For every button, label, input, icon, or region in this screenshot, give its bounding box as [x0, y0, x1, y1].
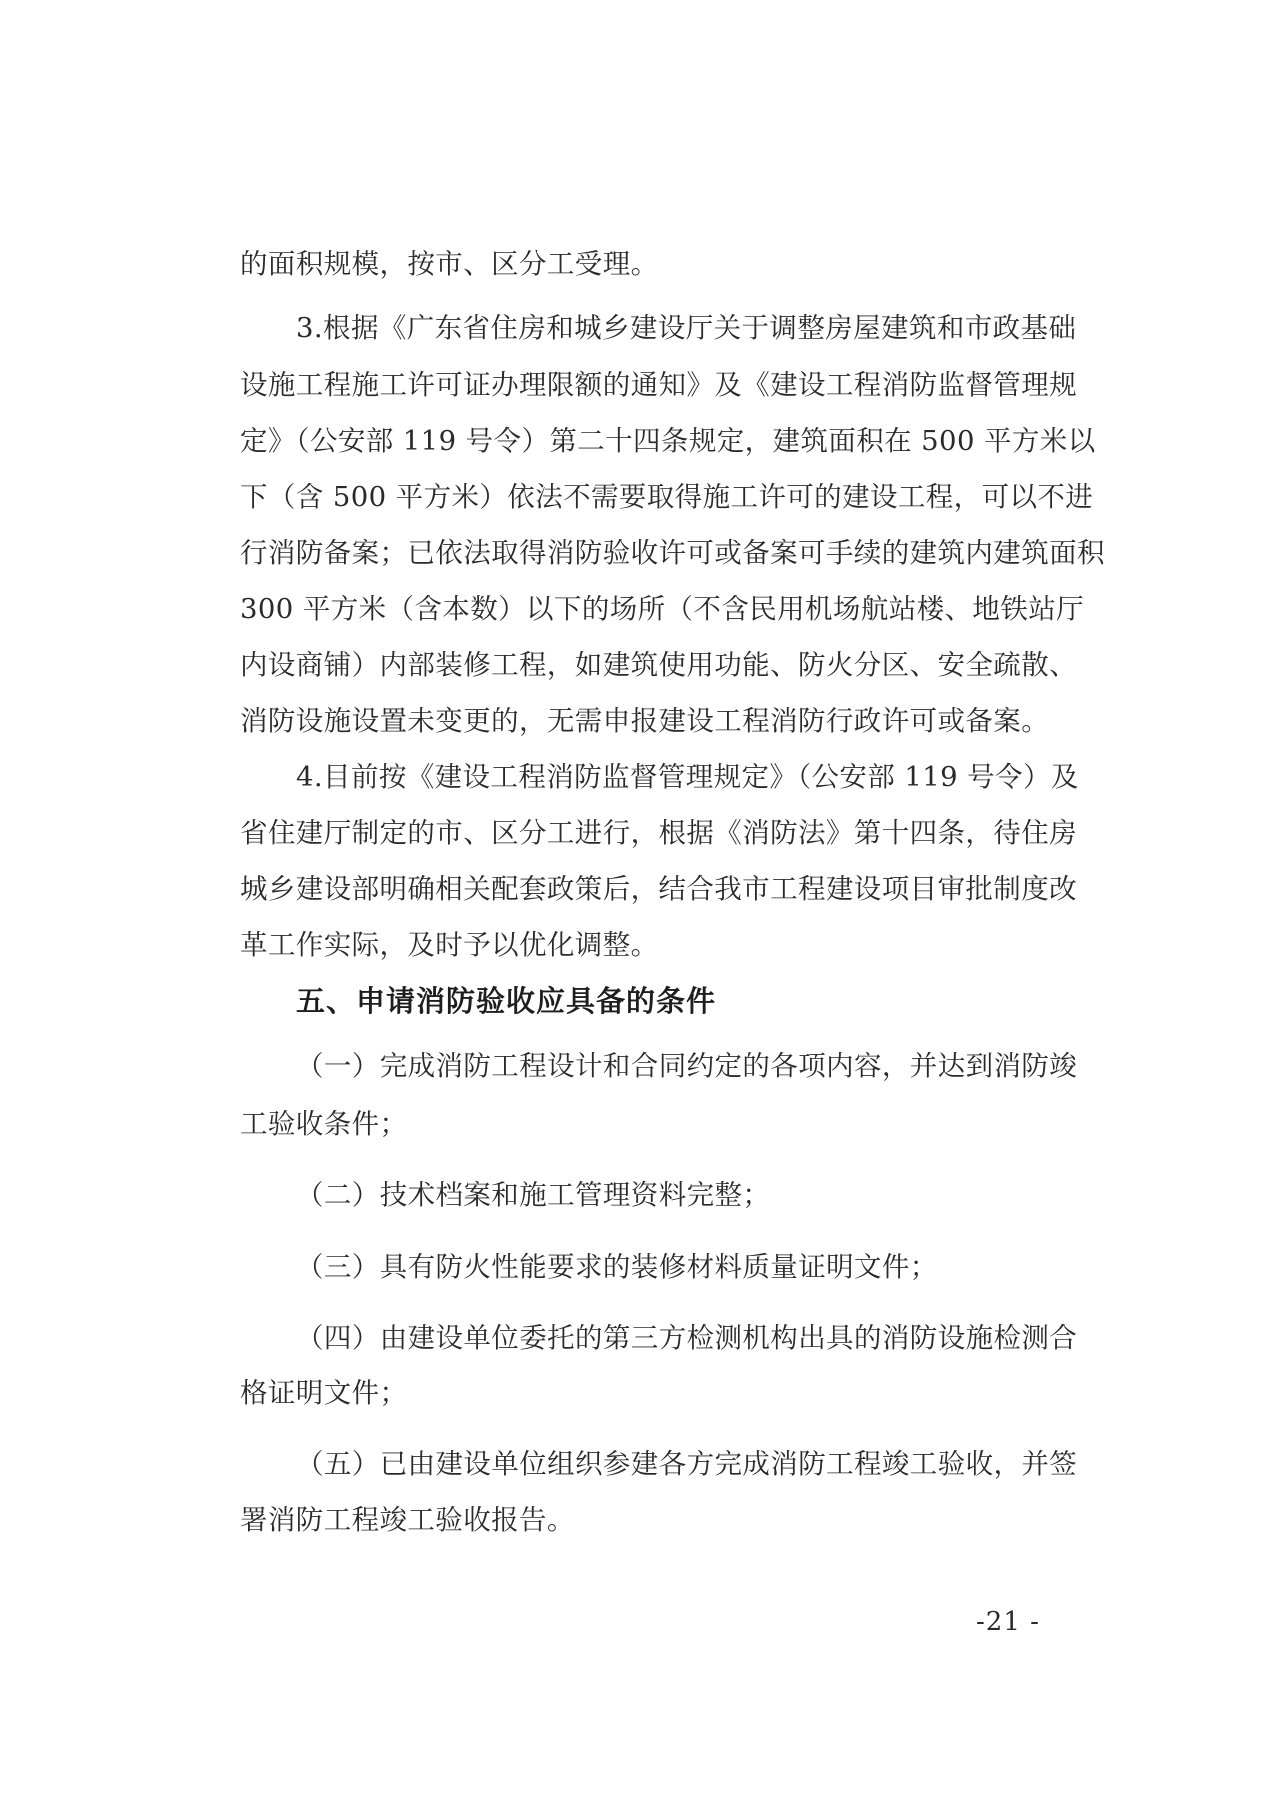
paragraph-line: 下（含 500 平方米）依法不需要取得施工许可的建设工程，可以不进: [240, 481, 1094, 513]
section-heading: 五、申请消防验收应具备的条件: [296, 984, 717, 1018]
list-item: （二）技术档案和施工管理资料完整；: [296, 1179, 771, 1211]
list-item: （四）由建设单位委托的第三方检测机构出具的消防设施检测合: [296, 1322, 1078, 1354]
paragraph-line: 署消防工程竣工验收报告。: [240, 1504, 575, 1536]
paragraph-line: 行消防备案；已依法取得消防验收许可或备案可手续的建筑内建筑面积: [240, 537, 1105, 569]
paragraph-line: 消防设施设置未变更的，无需申报建设工程消防行政许可或备案。: [240, 705, 1050, 737]
paragraph-line: 格证明文件；: [240, 1377, 408, 1409]
paragraph-line: 省住建厅制定的市、区分工进行，根据《消防法》第十四条，待住房: [240, 817, 1077, 849]
paragraph-line: 4.目前按《建设工程消防监督管理规定》（公安部 119 号令）及: [296, 761, 1079, 793]
paragraph-line: 内设商铺）内部装修工程，如建筑使用功能、防火分区、安全疏散、: [240, 649, 1077, 681]
list-item: （一）完成消防工程设计和合同约定的各项内容，并达到消防竣: [296, 1050, 1078, 1082]
list-item: （三）具有防火性能要求的装修材料质量证明文件；: [296, 1251, 938, 1283]
paragraph-line: 定》（公安部 119 号令）第二十四条规定，建筑面积在 500 平方米以: [240, 425, 1096, 457]
paragraph-line: 城乡建设部明确相关配套政策后，结合我市工程建设项目审批制度改: [240, 873, 1077, 905]
page-number: -21 -: [976, 1607, 1040, 1637]
paragraph-line: 3.根据《广东省住房和城乡建设厅关于调整房屋建筑和市政基础: [296, 312, 1077, 344]
list-item: （五）已由建设单位组织参建各方完成消防工程竣工验收，并签: [296, 1448, 1078, 1480]
paragraph-line: 300 平方米（含本数）以下的场所（不含民用机场航站楼、地铁站厅: [240, 593, 1085, 625]
paragraph-line: 工验收条件；: [240, 1108, 408, 1140]
paragraph-line: 的面积规模，按市、区分工受理。: [240, 248, 659, 280]
paragraph-line: 革工作实际，及时予以优化调整。: [240, 929, 659, 961]
paragraph-line: 设施工程施工许可证办理限额的通知》及《建设工程消防监督管理规: [240, 369, 1077, 401]
